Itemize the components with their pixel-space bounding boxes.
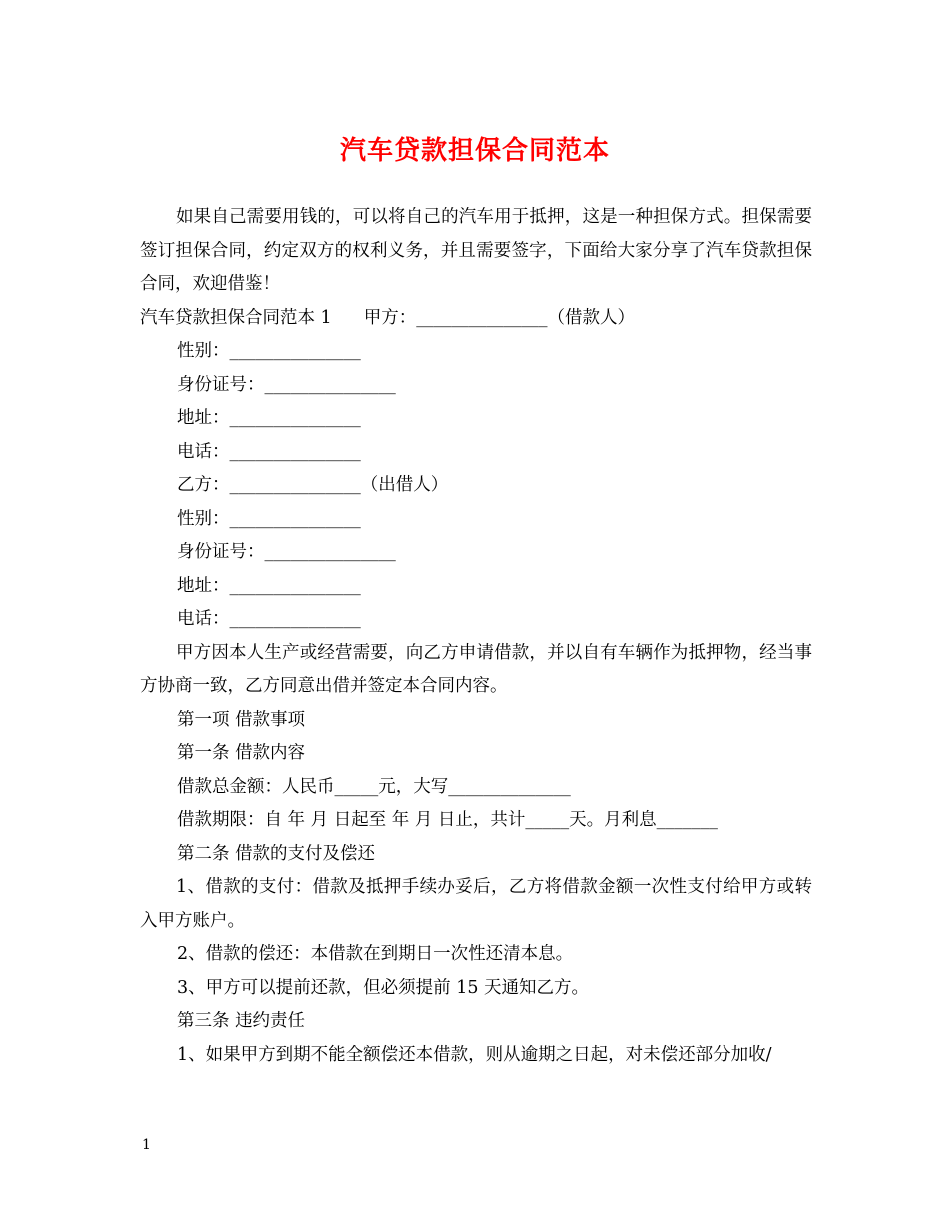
sample-heading-row <box>140 302 812 336</box>
article-heading-1: 第一条 借款内容 <box>177 743 306 763</box>
party-b-gender: 性别：_______________ <box>177 508 361 529</box>
party-a-phone: 电话：_______________ <box>177 441 361 462</box>
party-b-address: 地址：_______________ <box>177 575 361 596</box>
intro-paragraph: 如果自己需要用钱的，可以将自己的汽车用于抵押，这是一种担保方式。担保需要签订担保合同，约定双方的权利义务，并且需要签字，下面给大家分享了汽车贷款担保合同，欢迎借鉴！ <box>140 207 812 294</box>
document-title: 汽车贷款担保合同范本 <box>339 136 610 166</box>
party-a-id-number: 身份证号：_______________ <box>177 374 396 395</box>
party-b-line: 乙方：_______________（出借人） <box>177 475 449 495</box>
clause-2-1: 1、借款的支付：借款及抵押手续办妥后，乙方将借款金额一次性支付给甲方或转入甲方账户。 <box>140 877 812 931</box>
section-heading-1: 第一项 借款事项 <box>177 709 306 730</box>
clause-2-2: 2、借款的偿还：本借款在到期日一次性还清本息。 <box>177 944 574 964</box>
preamble-paragraph: 甲方因本人生产或经营需要，向乙方申请借款，并以自有车辆作为抵押物，经当事方协商一致，乙方同意出借并签定本合同内容。 <box>140 642 812 696</box>
article-heading-3: 第三条 违约责任 <box>177 1011 306 1031</box>
clause-3-1: 1、如果甲方到期不能全额偿还本借款，则从逾期之日起，对未偿还部分加收/ <box>177 1044 772 1065</box>
article-heading-2: 第二条 借款的支付及偿还 <box>177 843 376 864</box>
clause-2-3: 3、甲方可以提前还款，但必须提前 15 天通知乙方。 <box>177 977 590 998</box>
party-a-address: 地址：_______________ <box>177 408 361 428</box>
party-a-gender: 性别：_______________ <box>177 341 361 361</box>
loan-term-line: 借款期限：自 年 月 日起至 年 月 日止，共计_____天。月利息_______ <box>177 810 718 830</box>
page-number: 1 <box>142 1137 151 1153</box>
party-b-phone: 电话：_______________ <box>177 609 361 629</box>
loan-amount-line: 借款总金额：人民币_____元，大写______________ <box>177 776 571 797</box>
party-b-id-number: 身份证号：_______________ <box>177 542 396 562</box>
sample-heading: 汽车贷款担保合同范本 1 <box>140 307 332 328</box>
party-a-line: 甲方：_______________（借款人） <box>363 307 635 328</box>
document-body <box>140 201 812 1072</box>
